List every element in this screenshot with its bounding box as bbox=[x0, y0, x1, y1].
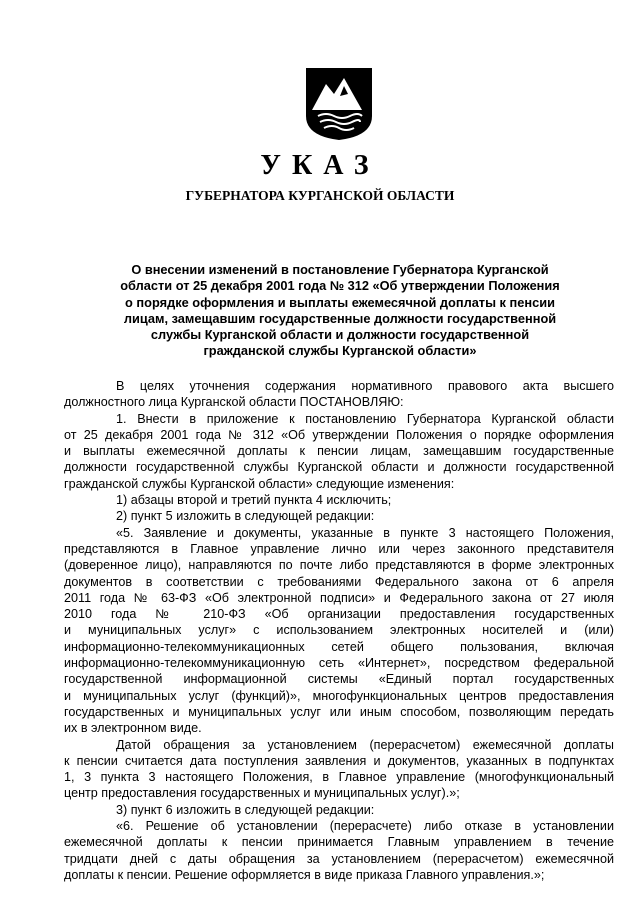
document-subtitle: ГУБЕРНАТОРА КУРГАНСКОЙ ОБЛАСТИ bbox=[185, 188, 455, 203]
coat-of-arms-icon bbox=[304, 66, 374, 142]
body-line: и муниципальных услуг (функций)», многофункциональных центров предоставления bbox=[64, 688, 614, 703]
body-line: центр предоставления государственных и муниципальных услуг).»; bbox=[64, 786, 460, 801]
body-line: 1, 3 пункта 3 настоящего Положения, в Главное управление (многофункциональный bbox=[64, 770, 614, 785]
body-line: тридцати дней с даты обращения за установлением (перерасчетом) ежемесячной bbox=[64, 851, 614, 866]
body-line: представляются в Главное управление лично или через законного представителя bbox=[64, 541, 614, 556]
body-line: документов в соответствии с требованиями Федерального закона от 6 апреля bbox=[64, 574, 614, 589]
document-body bbox=[64, 378, 614, 883]
body-line: 2) пункт 5 изложить в следующей редакции: bbox=[116, 509, 375, 524]
body-line: 2010 года № 210-ФЗ «Об организации предоставления государственных bbox=[64, 607, 614, 622]
body-line: и выплаты ежемесячной доплаты к пенсии лицам, замещавшим государственные bbox=[64, 444, 614, 459]
body-line: «5. Заявление и документы, указанные в пункте 3 настоящего Положения, bbox=[116, 525, 614, 540]
body-line: В целях уточнения содержания нормативного правового акта высшего bbox=[116, 379, 614, 393]
body-line: государственных и муниципальных услуг или иным способом, позволяющим передать bbox=[64, 704, 614, 719]
body-line: должности государственной службы Курганской области и должности государственной bbox=[64, 460, 614, 475]
heading-line: о порядке оформления и выплаты ежемесячной доплаты к пенсии bbox=[125, 294, 555, 310]
heading-line: гражданской службы Курганской области» bbox=[203, 343, 477, 359]
body-line: 1) абзацы второй и третий пункта 4 исключить; bbox=[116, 493, 392, 508]
body-line: 1. Внести в приложение к постановлению Губернатора Курганской области bbox=[116, 411, 614, 426]
body-line: их в электронном виде. bbox=[64, 721, 202, 736]
body-line: от 25 декабря 2001 года № 312 «Об утверждении Положения о порядке оформления bbox=[64, 427, 614, 442]
body-line: государственной информационной системы «Единый портал государственных bbox=[64, 672, 614, 687]
body-line: и муниципальных услуг» с использованием электронных носителей и (или) bbox=[64, 623, 614, 638]
body-line: информационно-телекоммуникационных сетей общего пользования, включая bbox=[64, 639, 614, 654]
heading-line: О внесении изменений в постановление Губернатора Курганской bbox=[131, 262, 549, 277]
body-line: гражданской службы Курганской области» следующие изменения: bbox=[64, 476, 455, 491]
body-line: к пенсии считается дата поступления заявления и документов, указанных в подпунктах bbox=[64, 753, 614, 768]
body-line: ежемесячной доплаты к пенсии принимается Главным управлением в течение bbox=[64, 835, 614, 850]
body-line: Датой обращения за установлением (перерасчетом) ежемесячной доплаты bbox=[116, 737, 614, 752]
body-line: «6. Решение об установлении (перерасчете) либо отказе в установлении bbox=[116, 819, 614, 834]
body-line: доплаты к пенсии. Решение оформляется в виде приказа Главного управления.»; bbox=[64, 867, 545, 882]
body-line: 3) пункт 6 изложить в следующей редакции: bbox=[116, 802, 375, 817]
body-line: информационно-телекоммуникационную сеть «Интернет», посредством федеральной bbox=[64, 656, 614, 671]
body-line: должностного лица Курганской области ПОСТАНОВЛЯЮ: bbox=[64, 395, 404, 410]
document-heading bbox=[100, 262, 580, 360]
heading-line: службы Курганской области и должности государственной bbox=[150, 327, 530, 343]
document-title: УКАЗ bbox=[260, 150, 380, 181]
heading-line: лицам, замещавшим государственные должности государственной bbox=[123, 310, 557, 326]
body-line: 2011 года № 63-ФЗ «Об электронной подписи» и Федерального закона от 27 июля bbox=[64, 590, 614, 605]
heading-line: области от 25 декабря 2001 года № 312 «Об утверждении Положения bbox=[120, 278, 560, 294]
body-line: (доверенное лицо), направляются по почте либо представляются в форме электронных bbox=[64, 558, 614, 573]
